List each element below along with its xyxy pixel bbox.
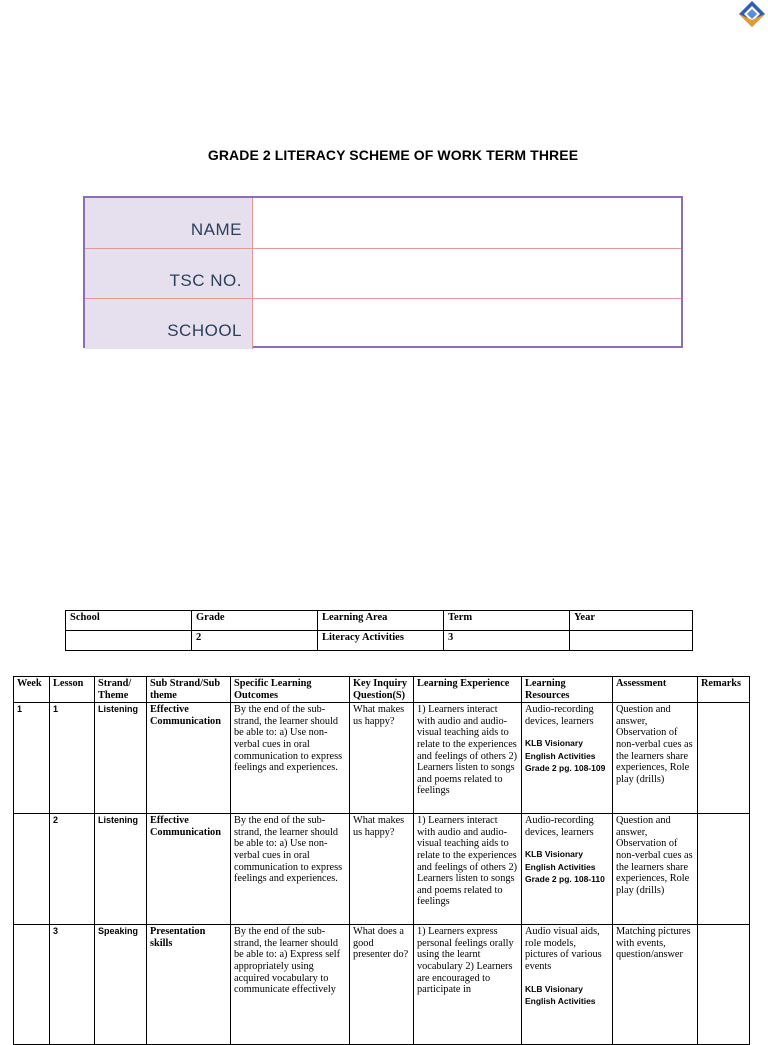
- info-value-row: [66, 631, 693, 651]
- resources-text: Audio-recording devices, learners: [525, 704, 594, 727]
- info-header-grade: Grade: [192, 611, 318, 631]
- cell-question: What does a good presenter do?: [350, 925, 414, 1045]
- tsc-row: [85, 248, 681, 299]
- cell-outcomes: By the end of the sub-strand, the learner should be able to: a) Express self appropriately using acquired vocabulary to communicate effectively: [231, 925, 350, 1045]
- school-field[interactable]: [253, 299, 681, 349]
- cell-strand: Listening: [95, 814, 147, 925]
- resources-text: Audio-recording devices, learners: [525, 815, 594, 838]
- cell-week: [14, 814, 50, 925]
- school-label-cell: [85, 299, 253, 349]
- info-header-learning-area: Learning Area: [318, 611, 444, 631]
- table-row: [14, 703, 750, 814]
- scheme-header-row: [14, 677, 750, 703]
- cell-week: 1: [14, 703, 50, 814]
- cell-sub-strand: Presentation skills: [147, 925, 231, 1045]
- info-value-term: 3: [444, 631, 570, 651]
- tsc-label-cell: [85, 249, 253, 299]
- info-header-term: Term: [444, 611, 570, 631]
- diamond-logo-icon: [737, 0, 767, 28]
- header-experience: Learning Experience: [414, 677, 522, 703]
- tsc-field[interactable]: [253, 249, 681, 299]
- header-sub-strand: Sub Strand/Sub theme: [147, 677, 231, 703]
- info-value-year: [570, 631, 693, 651]
- cell-week: [14, 925, 50, 1045]
- header-outcomes: Specific Learning Outcomes: [231, 677, 350, 703]
- header-resources: Learning Resources: [522, 677, 613, 703]
- resources-book: KLB Visionary English Activities Grade 2 pg. 108-110: [525, 849, 605, 885]
- header-assessment: Assessment: [613, 677, 698, 703]
- tsc-label: TSC NO.: [169, 271, 242, 290]
- cell-experience: 1) Learners express personal feelings orally using the learnt vocabulary 2) Learners are encouraged to participate in: [414, 925, 522, 1045]
- cell-assessment: Question and answer, Observation of non-verbal cues as the learners share experiences, Role play (drills): [613, 814, 698, 925]
- cell-remarks[interactable]: [698, 814, 750, 925]
- cell-experience: 1) Learners interact with audio and audio-visual teaching aids to relate to the experiences and feelings of others 2) Learners listen to songs and poems related to feelings: [414, 703, 522, 814]
- header-question: Key Inquiry Question(S): [350, 677, 414, 703]
- cell-question: What makes us happy?: [350, 703, 414, 814]
- cell-lesson: 3: [50, 925, 95, 1045]
- table-row: [14, 814, 750, 925]
- info-value-school: [66, 631, 192, 651]
- header-remarks: Remarks: [698, 677, 750, 703]
- table-row: [14, 925, 750, 1045]
- cell-resources: [522, 925, 613, 1045]
- cell-sub-strand: Effective Communication: [147, 814, 231, 925]
- resources-text: Audio visual aids, role models, pictures of various events: [525, 926, 602, 972]
- name-row: [85, 198, 681, 248]
- header-lesson: Lesson: [50, 677, 95, 703]
- info-header-year: Year: [570, 611, 693, 631]
- cell-experience: 1) Learners interact with audio and audio-visual teaching aids to relate to the experiences and feelings of others 2) Learners listen to songs and poems related to feelings: [414, 814, 522, 925]
- cell-lesson: 1: [50, 703, 95, 814]
- name-label-cell: [85, 198, 253, 248]
- cell-outcomes: By the end of the sub-strand, the learner should be able to: a) Use non-verbal cues in oral communication to express feelings and experiences.: [231, 703, 350, 814]
- info-header-school: School: [66, 611, 192, 631]
- cell-lesson: 2: [50, 814, 95, 925]
- cell-strand: Listening: [95, 703, 147, 814]
- header-strand: Strand/ Theme: [95, 677, 147, 703]
- name-label: NAME: [190, 220, 242, 239]
- info-value-grade: 2: [192, 631, 318, 651]
- header-week: Week: [14, 677, 50, 703]
- cell-sub-strand: Effective Communication: [147, 703, 231, 814]
- cell-strand: Speaking: [95, 925, 147, 1045]
- cell-resources: [522, 703, 613, 814]
- cell-resources: [522, 814, 613, 925]
- school-row: [85, 298, 681, 349]
- document-title: GRADE 2 LITERACY SCHEME OF WORK TERM THREE: [207, 147, 579, 163]
- cell-outcomes: By the end of the sub-strand, the learner should be able to: a) Use non-verbal cues in oral communication to express feelings and experiences.: [231, 814, 350, 925]
- name-field[interactable]: [253, 198, 681, 248]
- cell-question: What makes us happy?: [350, 814, 414, 925]
- cell-assessment: Matching pictures with events, question/answer: [613, 925, 698, 1045]
- cell-remarks[interactable]: [698, 703, 750, 814]
- resources-book: KLB Visionary English Activities Grade 2 pg. 108-109: [525, 738, 606, 774]
- info-header-row: [66, 611, 693, 631]
- cell-remarks[interactable]: [698, 925, 750, 1045]
- info-value-learning-area: Literacy Activities: [318, 631, 444, 651]
- resources-book: KLB Visionary English Activities: [525, 983, 596, 1007]
- scheme-of-work-table: [13, 676, 750, 1045]
- cell-assessment: Question and answer, Observation of non-verbal cues as the learners share experiences, Role play (drills): [613, 703, 698, 814]
- info-table: [65, 610, 693, 651]
- school-label: SCHOOL: [167, 321, 242, 340]
- identity-box: [83, 196, 683, 348]
